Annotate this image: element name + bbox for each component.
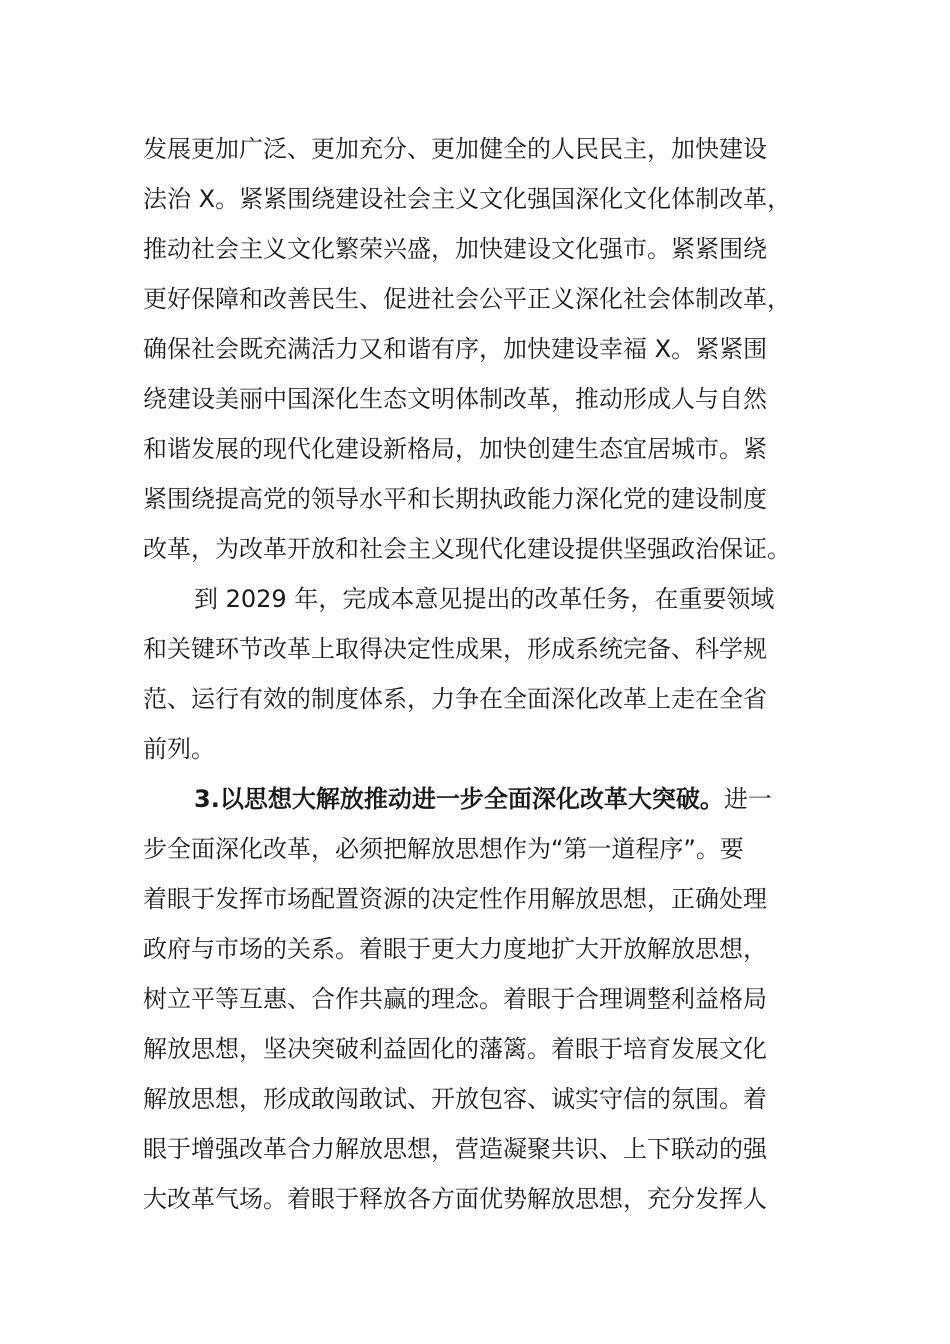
text-line: 步全面深化改革，必须把解放思想作为“第一道程序”。要 xyxy=(143,835,744,863)
heading-line-rest: 进一 xyxy=(723,785,772,813)
paragraph-1 xyxy=(143,124,803,574)
document-page xyxy=(143,124,803,1224)
text-line: 紧围绕提高党的领导水平和长期执政能力深化党的建设制度 xyxy=(143,485,767,513)
text-line: 前列。 xyxy=(143,735,215,763)
text-line: 和谐发展的现代化建设新格局，加快创建生态宜居城市。紧 xyxy=(143,435,767,463)
text-line: 更好保障和改善民生、促进社会公平正义深化社会体制改革， xyxy=(143,285,791,313)
text-line: 着眼于发挥市场配置资源的决定性作用解放思想，正确处理 xyxy=(143,885,767,913)
text-line xyxy=(143,774,803,824)
text-line: 解放思想，形成敢闯敢试、开放包容、诚实守信的氛围。着 xyxy=(143,1085,767,1113)
text-line: 到 2029 年，完成本意见提出的改革任务，在重要领域 xyxy=(194,585,775,613)
section-heading: 3.以思想大解放推动进一步全面深化改革大突破。 xyxy=(194,785,724,813)
text-line: 眼于增强改革合力解放思想，营造凝聚共识、上下联动的强 xyxy=(143,1135,767,1163)
paragraph-2 xyxy=(143,574,803,774)
text-line: 和关键环节改革上取得决定性成果，形成系统完备、科学规 xyxy=(143,635,767,663)
text-line: 法治 X。紧紧围绕建设社会主义文化强国深化文化体制改革， xyxy=(143,185,792,213)
text-line: 树立平等互惠、合作共赢的理念。着眼于合理调整利益格局 xyxy=(143,985,767,1013)
text-line: 政府与市场的关系。着眼于更大力度地扩大开放解放思想， xyxy=(143,935,767,963)
text-line: 改革，为改革开放和社会主义现代化建设提供坚强政治保证。 xyxy=(143,535,791,563)
paragraph-3 xyxy=(143,774,803,1224)
text-line: 推动社会主义文化繁荣兴盛，加快建设文化强市。紧紧围绕 xyxy=(143,235,767,263)
text-line: 大改革气场。着眼于释放各方面优势解放思想，充分发挥人 xyxy=(143,1185,767,1213)
text-line: 解放思想，坚决突破利益固化的藩篱。着眼于培育发展文化 xyxy=(143,1035,767,1063)
text-line: 确保社会既充满活力又和谐有序，加快建设幸福 X。紧紧围 xyxy=(143,335,768,363)
text-line: 发展更加广泛、更加充分、更加健全的人民民主，加快建设 xyxy=(143,135,767,163)
text-line: 绕建设美丽中国深化生态文明体制改革，推动形成人与自然 xyxy=(143,385,767,413)
text-line: 范、运行有效的制度体系，力争在全面深化改革上走在全省 xyxy=(143,685,767,713)
